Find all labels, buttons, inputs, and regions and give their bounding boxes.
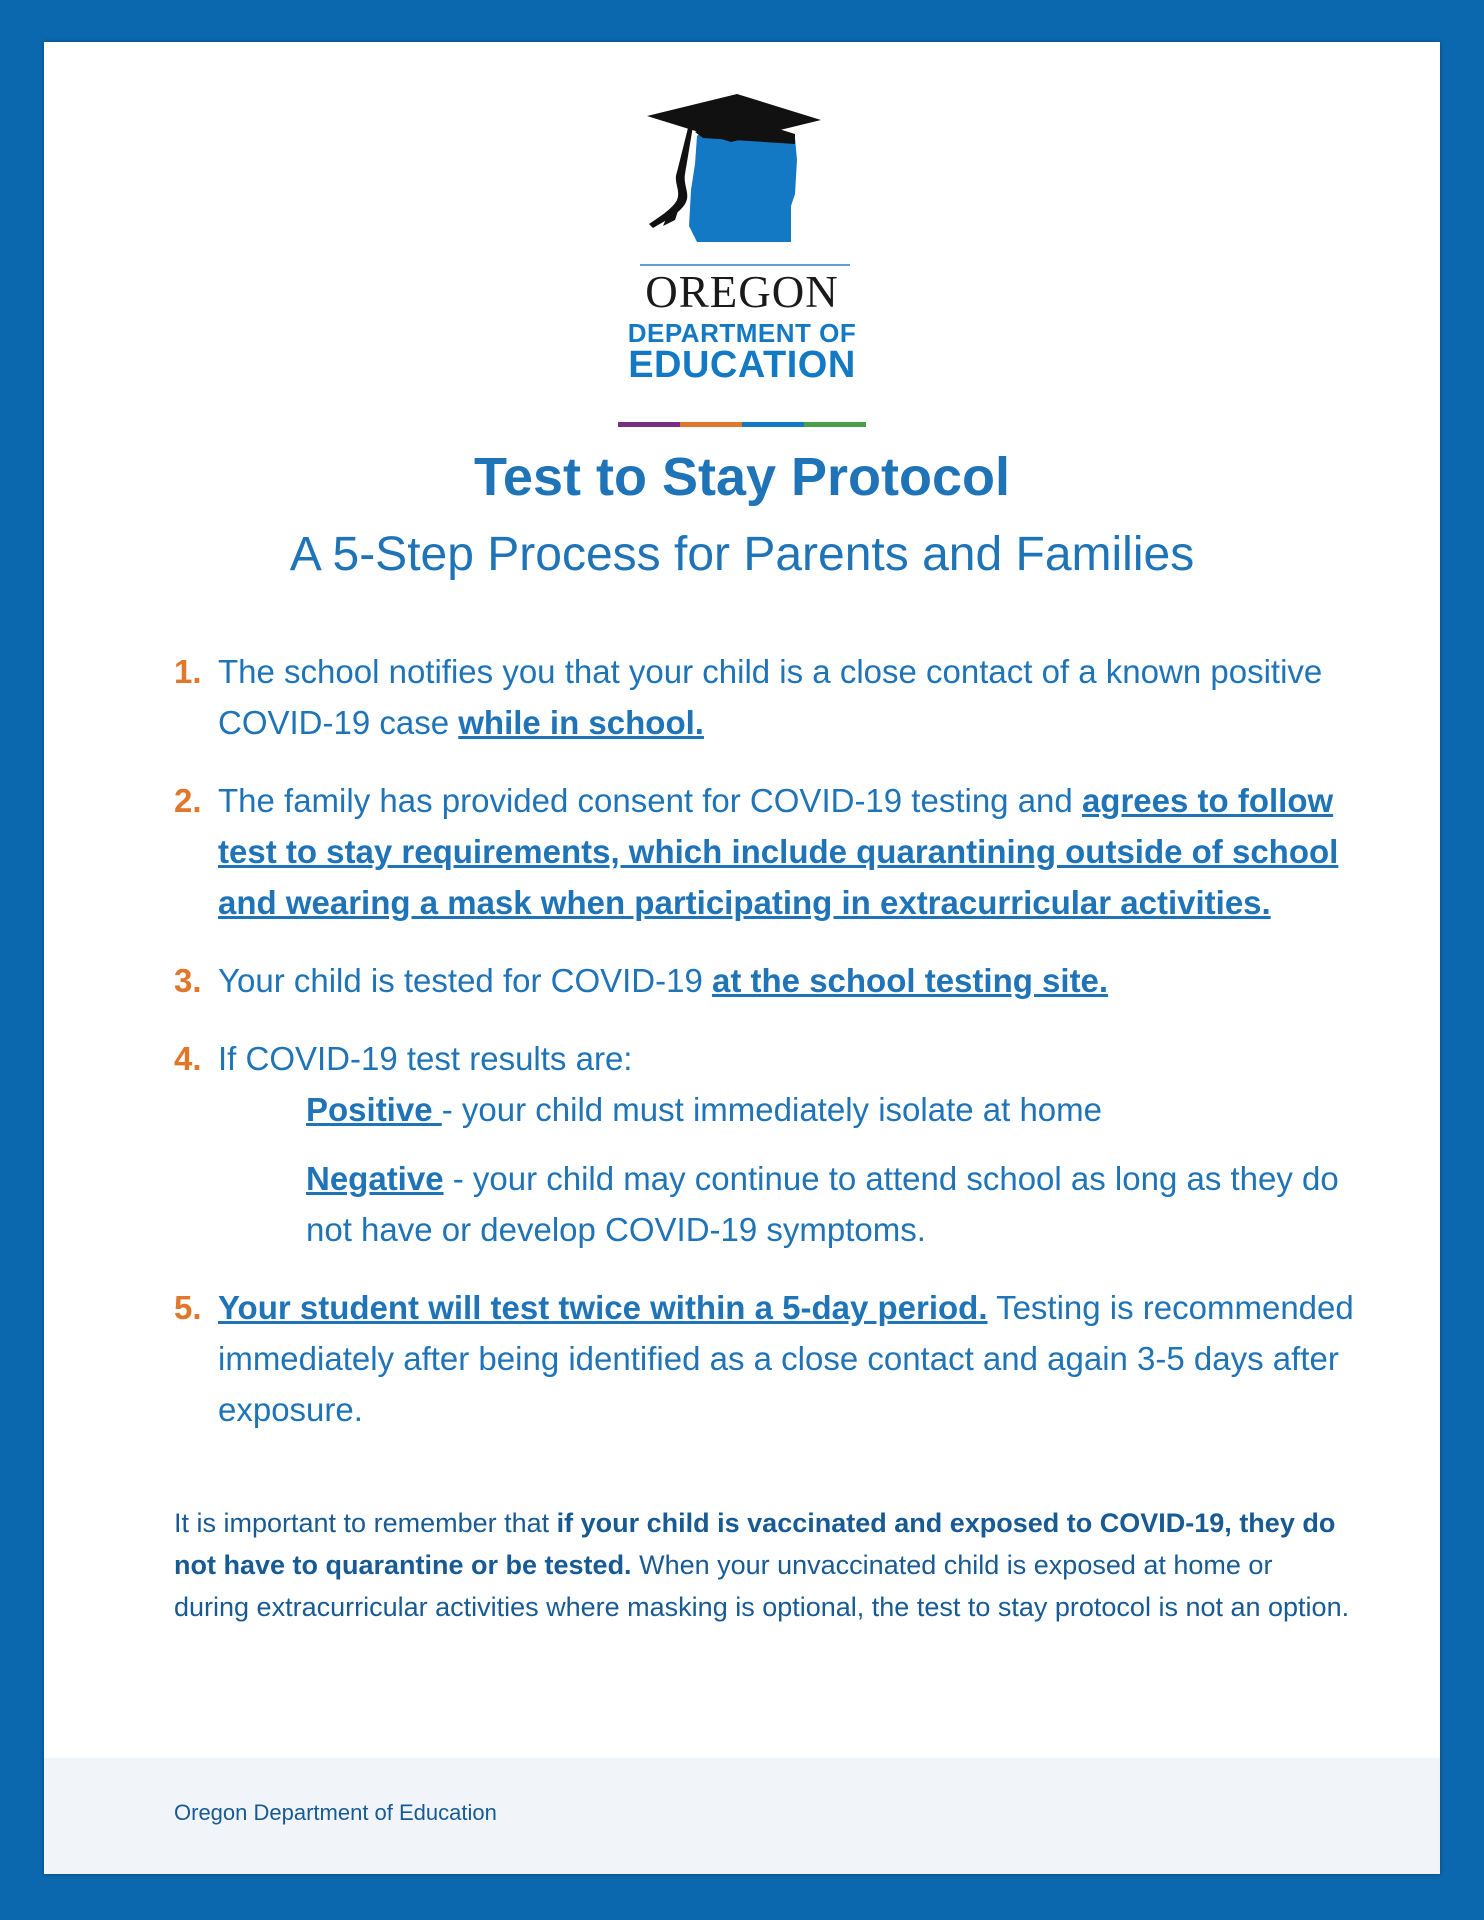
step-text: Testing is recommended immediately after being identified as a close contact and again 3-5 days after exposure. [218,1289,1354,1428]
step-emphasis: agrees to follow test to stay requirements, which include quarantining outside of school and wearing a mask when participating in extracurricular activities. [218,782,1339,921]
logo-oregon-text: OREGON [645,267,839,317]
logo-color-segment [680,422,742,427]
step-number: 2. [174,782,202,819]
page-title: Test to Stay Protocol [473,447,1011,507]
note-text: When your unvaccinated child is exposed at home or during extracurricular activities where masking is optional, the test to stay protocol is not an option. [174,1550,1350,1622]
note-text: It is important to remember that [174,1508,557,1538]
step-number: 4. [174,1040,202,1077]
result-text: - your child may continue to attend school as long as they do not have or develop COVID-19 symptoms. [306,1160,1339,1248]
graduation-cap-oregon-icon [645,94,835,254]
logo-color-segment [742,422,804,427]
ode-logo [44,94,1440,424]
footer-text: Oregon Department of Education [174,1800,497,1825]
step-emphasis: while in school. [458,704,704,741]
step-2 [174,775,1354,928]
document-page [44,42,1440,1874]
page-footer [44,1758,1440,1874]
result-positive [218,1084,1354,1135]
step-number: 3. [174,962,202,999]
result-label: Positive [306,1091,442,1128]
step-5 [174,1282,1354,1435]
result-negative [218,1153,1354,1255]
step-3 [174,955,1354,1006]
logo-color-rule [618,422,866,427]
step-emphasis: Your student will test twice within a 5-day period. [218,1289,988,1326]
page-subtitle: A 5-Step Process for Parents and Families [289,528,1195,581]
step-number: 1. [174,653,202,690]
result-label: Negative [306,1160,444,1197]
step-text: If COVID-19 test results are: [218,1040,633,1077]
important-note [174,1502,1354,1628]
logo-department-text: DEPARTMENT OF [627,318,857,348]
step-4 [174,1033,1354,1255]
step-number: 5. [174,1289,202,1326]
note-bold-text: if your child is vaccinated and exposed to COVID-19, they do not have to quarantine or be tested. [174,1508,1336,1580]
logo-color-segment [618,422,680,427]
result-text: - your child must immediately isolate at home [441,1091,1102,1128]
step-text: The family has provided consent for COVID-19 testing and [218,782,1082,819]
logo-color-segment [804,422,866,427]
steps-list [174,646,1354,1462]
step-text: Your child is tested for COVID-19 [218,962,713,999]
step-1 [174,646,1354,748]
logo-education-text: EDUCATION [628,344,856,386]
step-text: The school notifies you that your child is a close contact of a known positive COVID-19 case [218,653,1323,741]
step-emphasis: at the school testing site. [712,962,1109,999]
